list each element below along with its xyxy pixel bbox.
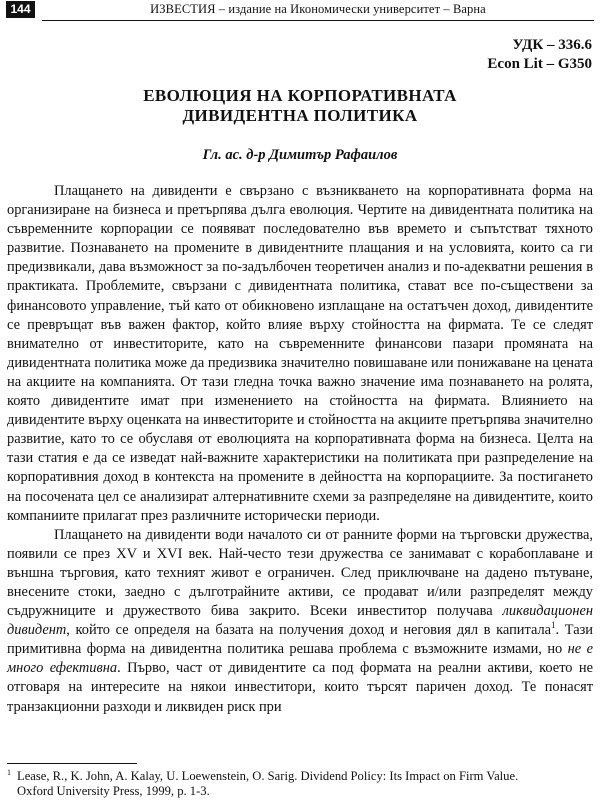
title-line-1: ЕВОЛЮЦИЯ НА КОРПОРАТИВНАТА [143, 86, 457, 105]
emphasis-not-efficient: не е много ефективна [7, 641, 593, 677]
emphasis-liquidation-dividend: ликвидационен дивидент [7, 603, 593, 639]
page-number: 144 [6, 1, 35, 18]
title-line-2: ДИВИДЕНТНА ПОЛИТИКА [182, 106, 418, 125]
footnote-reference[interactable]: 1 [551, 620, 556, 631]
header-rule [42, 20, 594, 21]
running-head: ИЗВЕСТИЯ – издание на Икономически университет – Варна [150, 2, 486, 16]
econlit-code: Econ Lit – G350 [487, 56, 592, 72]
udk-code: УДК – 336.6 [512, 37, 592, 53]
footnote-mark: 1 [7, 768, 11, 777]
footnote-line-2: Oxford University Press, 1999, p. 1-3. [17, 784, 210, 799]
footnote [7, 765, 593, 799]
paragraph-2-text-c: . Тази примитивна форма на дивидентна политика решава проблема с възможните измами, но [7, 622, 593, 658]
paragraph-1: Плащането на дивиденти е свързано с възникването на корпоративната форма на организиране на бизнеса и претърпява дълга еволюция. Чертите на дивидентната политика на съвременните корпорации се появяват последователно във времето и съпътстват тяхното развитие. Познаването на промените в дивидентните плащания и на условията, които са ги предизвикали, дава възможност за по-задълбочен теоретичен анализ и по-адекватни решения в практиката. Проблемите, свързани с дивидентната политика, стават все по-съществени за финансовото управление, тъй като от обикновено изплащане на остатъчен доход, дивидентите се превръщат във важен фактор, който влияе върху стойността на фирмата. Те се следят внимателно от инвеститорите, като на съвременните финансови пазари промяната на дивидентната политика може да предизвика значително повишаване или понижаване на цената на акциите на компанията. От тази гледна точка важно значение има познаването на ролята, която дивидентите имат при изменението на стойността на фирмата. Влиянието на дивидентите върху оценката на инвеститорите и стойността на акциите претърпява значително развитие, като то се обуславя от еволюцията на корпоративната форма на бизнеса. Целта на тази статия е да се изведат най-важните характеристики на политиката при разпределение на корпоративния доход в контекста на промените в дейността на корпорациите. За постигането на посочената цел се анализират алтернативните схеми за разпределяне на дивидентите, които компаниите прилагат през различните исторически периоди. [7, 183, 593, 524]
article-title [0, 86, 600, 126]
footnote-line-1: Lease, R., K. John, A. Kalay, U. Loewenstein, O. Sarig. Dividend Policy: Its Impact on Firm Value. [17, 769, 519, 784]
paragraph-2-text-b: , който се определя на базата на получения доход и неговия дял в капитала [66, 622, 552, 639]
article-body [7, 182, 593, 717]
author-name: Гл. ас. д-р Димитър Рафаилов [202, 147, 398, 163]
footnote-separator [7, 763, 137, 764]
page-header [6, 1, 594, 21]
paragraph-2-text-a: Плащането на дивиденти води началото си от ранните форми на търговски дружества, появили се през XV и XVI век. Най-често тези дружества се занимават с корабоплаване и външна търговия, като техният живот е ограничен. След приключване на дадено пътуване, внесените стоки, заедно с дълготрайните активи, се продават и/или разпределят между съдружниците и дружеството бива закрито. Всеки инвеститор получава [7, 526, 593, 620]
classification-codes [487, 36, 592, 74]
paragraph-2 [7, 526, 593, 717]
paragraph-2-text-d: . Първо, част от дивидентите са под формата на реални активи, което не отговаря на интересите на някои инвеститори, които търсят паричен доход. Те понасят транзакционни разходи и ликвиден риск при [7, 660, 593, 715]
